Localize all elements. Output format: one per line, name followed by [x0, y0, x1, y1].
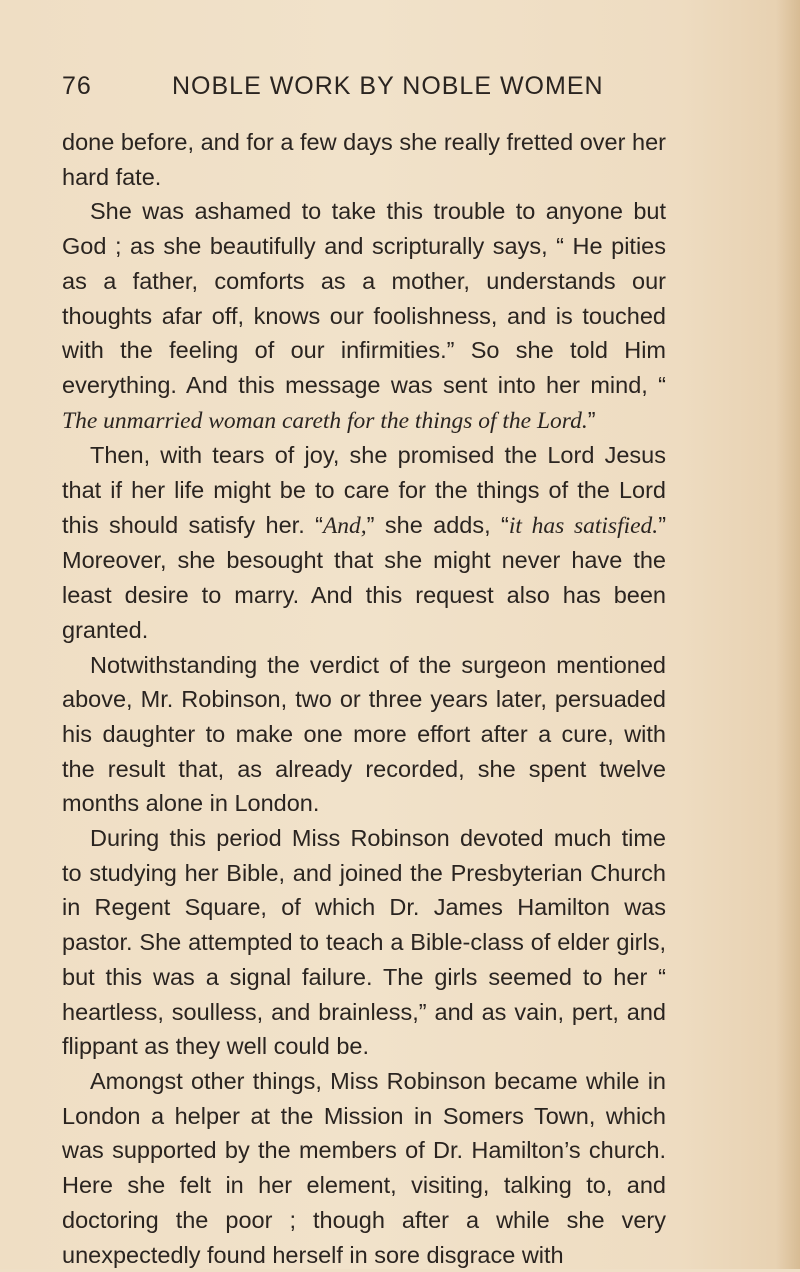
body-text: [62, 125, 666, 1272]
paragraph: [62, 1064, 666, 1272]
text-segment: Amongst other things, Miss Robinson became while in London a helper at the Mission in Somers Town, which was supported by the members of Dr. Hamilton’s church. Here she felt in her element, visiting, talking to, and doctoring the poor ; though after a while she very unexpectedly found herself in sore disgrace with: [62, 1067, 666, 1268]
text-segment: Then, with tears of joy, she promised the Lord Jesus that if her life might be to care for the things of the Lord this should satisfy her. “: [62, 442, 666, 538]
text-segment: During this period Miss Robinson devoted much time to studying her Bible, and joined the Presbyterian Church in Regent Square, of which Dr. James Hamilton was pastor. She attempted to teach a Bible-class of elder girls, but this was a signal failure. The girls seemed to her “ heartless, soulless, and brainless,” and as vain, pert, and flippant as they well could be.: [62, 825, 666, 1060]
italic-text: And,: [322, 512, 367, 539]
text-segment: ” Moreover, she besought that she might never have the least desire to marry. And this request also has been granted.: [62, 511, 667, 643]
paragraph: [62, 648, 666, 822]
page-edge-shadow: [776, 0, 800, 1269]
running-title: NOBLE WORK BY NOBLE WOMEN: [172, 72, 604, 100]
italic-text: it has satisfied.: [508, 512, 659, 539]
page-number: 76: [62, 72, 92, 100]
italic-text: The unmarried woman careth for the things of the Lord.: [62, 407, 588, 434]
text-segment: done before, and for a few days she really fretted over her hard fate.: [62, 129, 666, 190]
text-segment: Notwithstanding the verdict of the surgeon mentioned above, Mr. Robinson, two or three years later, persuaded his daughter to make one more effort after a cure, with the result that, as already recorded, she spent twelve months alone in London.: [62, 651, 666, 817]
paragraph: [62, 125, 666, 194]
paragraph: [62, 821, 666, 1064]
text-segment: ”: [587, 406, 596, 433]
paragraph: [62, 438, 666, 647]
text-segment: ” she adds, “: [366, 511, 509, 538]
page-header: [62, 72, 652, 108]
text-segment: She was ashamed to take this trouble to anyone but God ; as she beautifully and scripturally says, “ He pities as a father, comforts as a mother, understands our thoughts afar off, knows our foolishness, and is touched with the feeling of our infirmities.” So she told Him everything. And this message was sent into her mind, “: [62, 198, 666, 398]
paragraph: [62, 194, 666, 438]
